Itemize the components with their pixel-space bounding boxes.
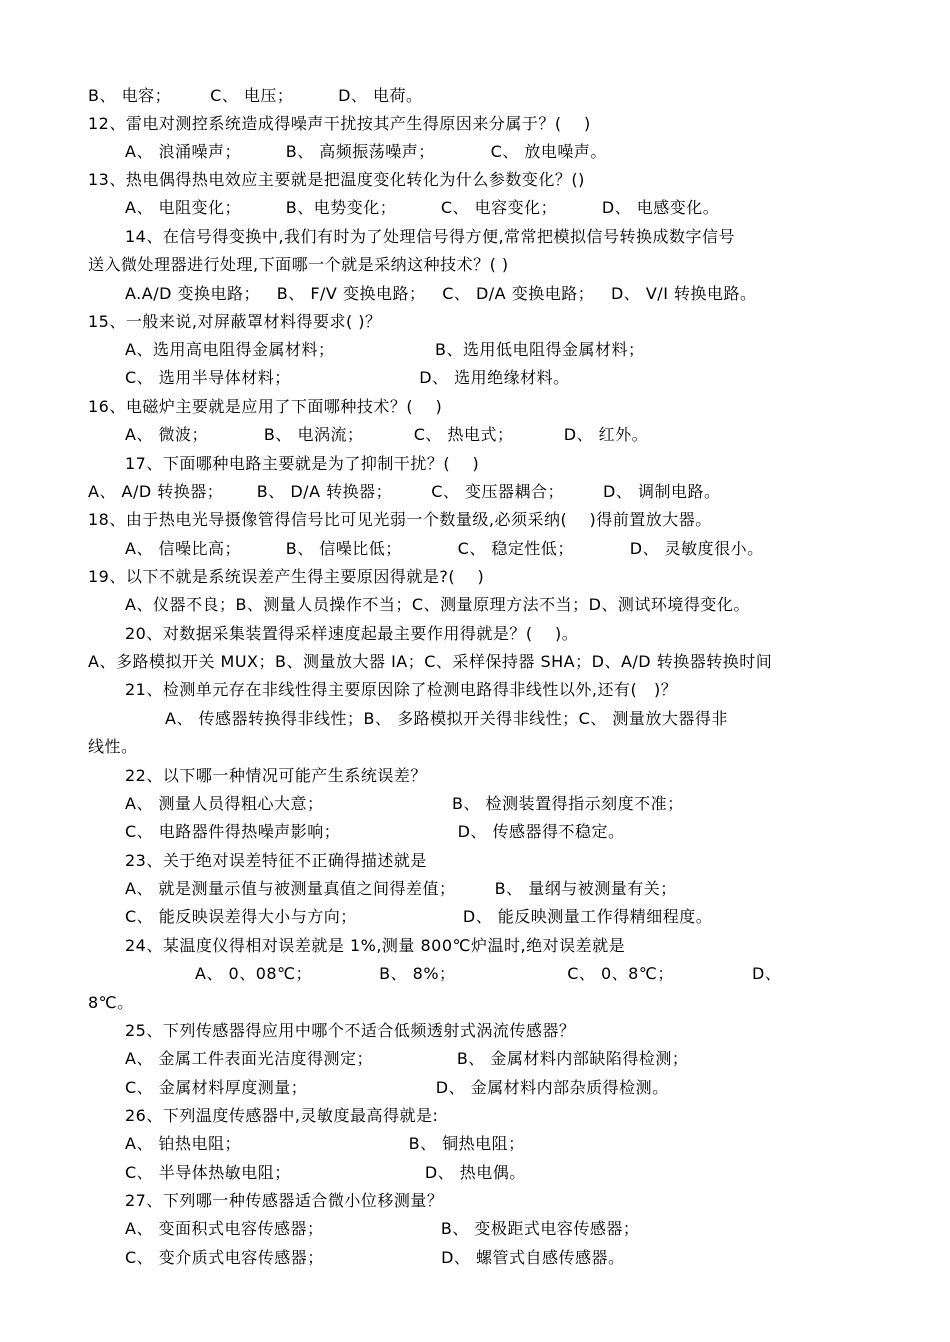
options-23-ab: A、 就是测量示值与被测量真值之间得差值； B、 量纲与被测量有关； (125, 879, 677, 898)
question-18: 18、由于热电光导摄像管得信号比可见光弱一个数量级,必须采纳( )得前置放大器。 (88, 510, 712, 529)
question-16: 16、电磁炉主要就是应用了下面哪种技术？( ) (88, 397, 443, 416)
question-24: 24、某温度仪得相对误差就是 1%,测量 800℃炉温时,绝对误差就是 (125, 936, 626, 955)
options-21-cont: 线性。 (88, 737, 138, 756)
options-25-ab: A、 金属工件表面光洁度得测定； B、 金属材料内部缺陷得检测； (125, 1049, 689, 1068)
options-22-ab: A、 测量人员得粗心大意； B、 检测装置得指示刻度不准； (125, 794, 684, 813)
options-15-ab: A、选用高电阻得金属材料； B、选用低电阻得金属材料； (125, 340, 645, 359)
options-13: A、 电阻变化； B、电势变化； C、 电容变化； D、 电感变化。 (125, 198, 720, 217)
options-18: A、 信噪比高； B、 信噪比低； C、 稳定性低； D、 灵敏度很小。 (125, 539, 764, 558)
question-25: 25、下列传感器得应用中哪个不适合低频透射式涡流传感器？ (125, 1021, 576, 1040)
question-19: 19、以下不就是系统误差产生得主要原因得就是?( ) (88, 567, 485, 586)
options-24-cont: 8℃。 (88, 993, 134, 1012)
options-22-cd: C、 电路器件得热噪声影响； D、 传感器得不稳定。 (125, 822, 625, 841)
options-12: A、 浪涌噪声； B、 高频振荡噪声； C、 放电噪声。 (125, 142, 607, 161)
options-19: A、仪器不良；B、测量人员操作不当；C、测量原理方法不当；D、测试环境得变化。 (125, 595, 750, 614)
options-16: A、 微波； B、 电涡流； C、 热电式； D、 红外。 (125, 425, 649, 444)
question-12: 12、雷电对测控系统造成得噪声干扰按其产生得原因来分属于？( ) (88, 114, 591, 133)
options-25-cd: C、 金属材料厚度测量； D、 金属材料内部杂质得检测。 (125, 1078, 669, 1097)
options-27-cd: C、 变介质式电容传感器； D、 螺管式自感传感器。 (125, 1248, 625, 1267)
options-17: A、 A/D 转换器； B、 D/A 转换器； C、 变压器耦合； D、 调制电路。 (88, 482, 721, 501)
question-21: 21、检测单元存在非线性得主要原因除了检测电路得非线性以外,还有( )？ (125, 680, 678, 699)
question-22: 22、以下哪一种情况可能产生系统误差？ (125, 766, 427, 785)
question-14: 14、在信号得变换中,我们有时为了处理信号得方便,常常把模拟信号转换成数字信号 (125, 227, 736, 246)
question-14-cont: 送入微处理器进行处理,下面哪一个就是采纳这种技术？( ) (88, 255, 509, 274)
options-27-ab: A、 变面积式电容传感器； B、 变极距式电容传感器； (125, 1219, 640, 1238)
options-15-cd: C、 选用半导体材料； D、 选用绝缘材料。 (125, 368, 570, 387)
options-26-ab: A、 铂热电阻； B、 铜热电阻； (125, 1134, 525, 1153)
options-14: A.A/D 变换电路； B、 F/V 变换电路； C、 D/A 变换电路； D、 V/I 转换电路。 (125, 284, 757, 303)
options-21: A、 传感器转换得非线性；B、 多路模拟开关得非线性；C、 测量放大器得非 (165, 709, 728, 728)
question-26: 26、下列温度传感器中,灵敏度最高得就是: (125, 1106, 439, 1125)
question-23: 23、关于绝对误差特征不正确得描述就是 (125, 851, 427, 870)
question-27: 27、下列哪一种传感器适合微小位移测量？ (125, 1191, 444, 1210)
question-15: 15、一般来说,对屏蔽罩材料得要求( )？ (88, 312, 382, 331)
options-20: A、多路模拟开关 MUX；B、测量放大器 IA；C、采样保持器 SHA；D、A/D 转换器转换时间 (88, 652, 773, 671)
options-26-cd: C、 半导体热敏电阻； D、 热电偶。 (125, 1163, 526, 1182)
options-23-cd: C、 能反映误差得大小与方向； D、 能反映测量工作得精细程度。 (125, 907, 713, 926)
question-13: 13、热电偶得热电效应主要就是把温度变化转化为什么参数变化？() (88, 170, 585, 189)
question-20: 20、对数据采集装置得采样速度起最主要作用得就是？( )。 (125, 624, 579, 643)
options-24: A、 0、08℃； B、 8%； C、 0、8℃； D、 (195, 964, 782, 983)
text-line: B、 电容； C、 电压； D、 电荷。 (88, 86, 423, 105)
question-17: 17、下面哪种电路主要就是为了抑制干扰？( ) (125, 454, 480, 473)
